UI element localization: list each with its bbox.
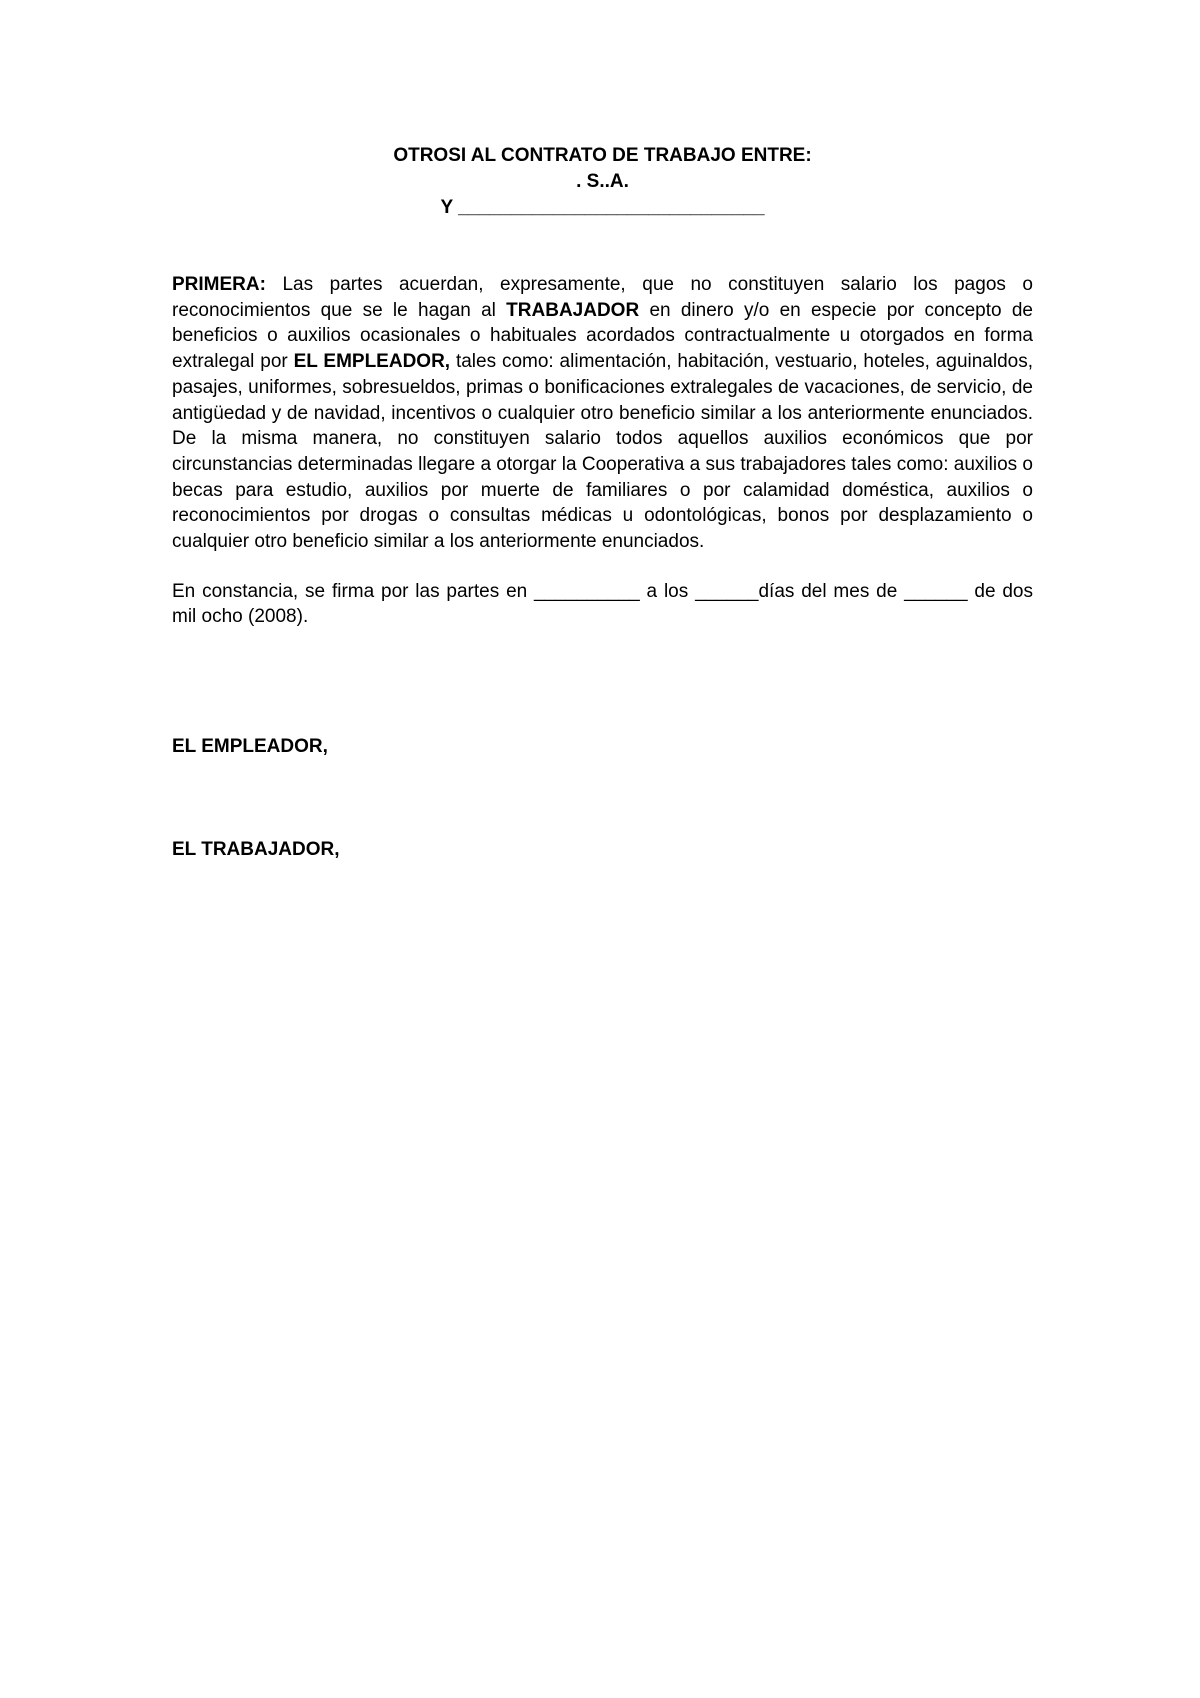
- title-line-3: Y _____________________________: [440, 197, 765, 218]
- clause-heading: PRIMERA:: [172, 274, 266, 295]
- title-line-2: . S..A.: [576, 171, 629, 192]
- signature-worker: EL TRABAJADOR,: [172, 839, 340, 860]
- closing-paragraph: En constancia, se firma por las partes en __________ a los ______días del mes de ______ de dos mil ocho (2008).: [172, 580, 1033, 628]
- clause-text-b: en dinero y/o en especie por concepto de beneficios o auxilios ocasionales o habituales acordados contractualmente u otorgados en forma extralegal por: [172, 299, 1033, 373]
- clause-employer-term: EL EMPLEADOR,: [293, 351, 451, 373]
- clause-text-a: Las partes acuerdan, expresamente, que no constituyen salario los pagos o reconocimientos que se le hagan al: [172, 274, 1033, 321]
- clause-text-c: tales como: alimentación, habitación, vestuario, hoteles, aguinaldos, pasajes, uniformes, sobresueldos, primas o bonificaciones extralegales de vacaciones, de servicio, de antigüedad y de navidad, incentivos o cualquier otro beneficio similar a los anteriormente enunciados. De la misma manera, no constituyen salario todos aquellos auxilios económicos que por circunstancias determinadas llegare a otorgar la Cooperativa a sus trabajadores tales como: auxilios o becas para estudio, auxilios por muerte de familiares o por calamidad doméstica, auxilios o reconocimientos por drogas o consultas médicas u odontológicas, bonos por desplazamiento o cualquier otro beneficio similar a los anteriormente enunciados.: [172, 351, 1033, 553]
- clause-worker-term: TRABAJADOR: [506, 299, 640, 321]
- document-body: [172, 272, 1033, 630]
- title-line-1: OTROSI AL CONTRATO DE TRABAJO ENTRE:: [393, 145, 812, 166]
- signature-employer: EL EMPLEADOR,: [172, 736, 328, 757]
- clause-primera: [172, 272, 1033, 555]
- document-title: [172, 143, 1033, 221]
